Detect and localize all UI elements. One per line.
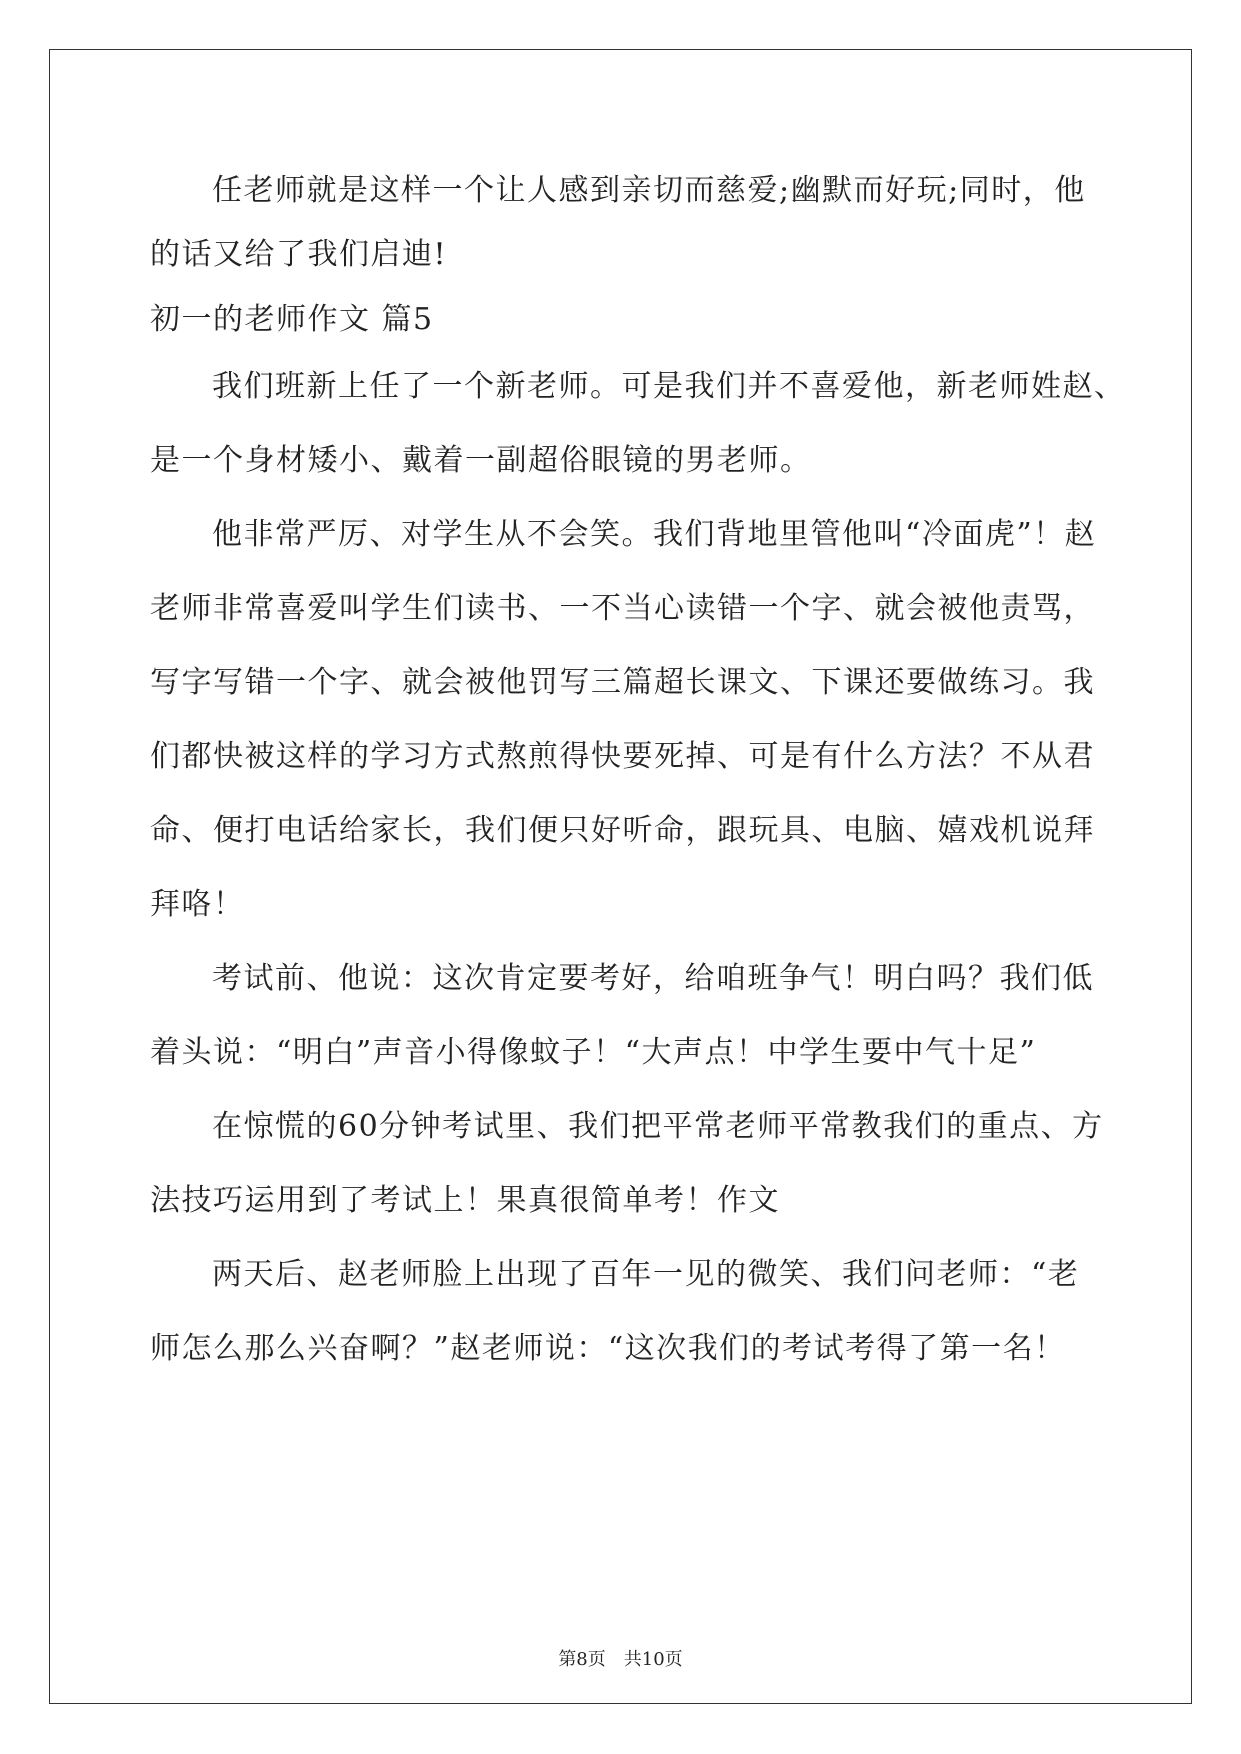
paragraph-line: 考试前、他说：这次肯定要考好，给咱班争气！明白吗？我们低 — [212, 961, 1094, 996]
paragraph-line: 法技巧运用到了考试上！果真很简单考！作文 — [150, 1183, 780, 1218]
paragraph-line: 命、便打电话给家长，我们便只好听命，跟玩具、电脑、嬉戏机说拜 — [150, 813, 1095, 848]
paragraph-line: 着头说：“明白”声音小得像蚊子！“大声点！中学生要中气十足” — [150, 1035, 1037, 1070]
paragraph-line: 师怎么那么兴奋啊？”赵老师说：“这次我们的考试考得了第一名！ — [150, 1331, 1066, 1366]
page-border — [49, 49, 1192, 1704]
paragraph-line: 们都快被这样的学习方式熬煎得快要死掉、可是有什么方法？不从君 — [150, 739, 1095, 774]
paragraph-line: 写字写错一个字、就会被他罚写三篇超长课文、下课还要做练习。我 — [150, 665, 1095, 700]
paragraph-line: 他非常严厉、对学生从不会笑。我们背地里管他叫“冷面虎”！赵 — [212, 517, 1097, 552]
paragraph-line: 在惊慌的60分钟考试里、我们把平常老师平常教我们的重点、方 — [212, 1109, 1104, 1144]
paragraph-line: 拜咯！ — [150, 887, 245, 922]
paragraph-line: 是一个身材矮小、戴着一副超俗眼镜的男老师。 — [150, 443, 812, 478]
paragraph-line: 两天后、赵老师脸上出现了百年一见的微笑、我们问老师：“老 — [212, 1257, 1080, 1292]
paragraph-line: 任老师就是这样一个让人感到亲切而慈爱;幽默而好玩;同时，他 — [212, 173, 1086, 208]
paragraph-line: 老师非常喜爱叫学生们读书、一不当心读错一个字、就会被他责骂， — [150, 591, 1095, 626]
paragraph-line: 我们班新上任了一个新老师。可是我们并不喜爱他，新老师姓赵、 — [212, 369, 1126, 404]
paragraph-line: 的话又给了我们启迪! — [150, 237, 448, 272]
page-number: 第8页 共10页 — [558, 1649, 683, 1670]
section-heading: 初一的老师作文 篇5 — [150, 302, 434, 337]
